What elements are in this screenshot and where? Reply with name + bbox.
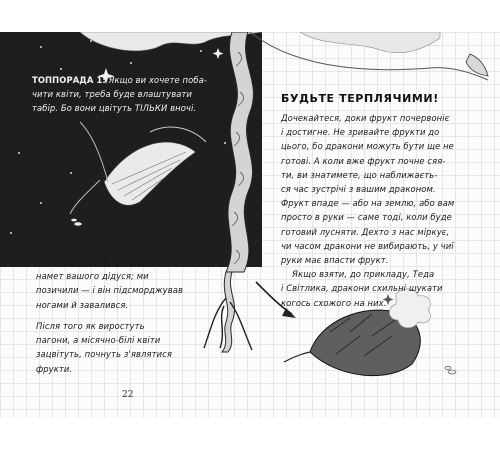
tip-2-text <box>36 255 211 312</box>
sparkle-icon <box>213 48 224 59</box>
tip-1-line: Якщо ви хочете поба- <box>105 75 207 85</box>
tip-1-label: ТОППОРАДА 1: <box>32 75 106 85</box>
book-spread <box>0 32 500 418</box>
bug-icon <box>445 366 456 374</box>
feather-flower-illustration <box>70 122 206 214</box>
main-line: ти, ви знатимете, що наближаєть- <box>281 169 438 180</box>
main-paragraph <box>281 111 481 310</box>
tip-2-line: намет вашого дідуся; ми <box>36 271 149 282</box>
main-line: Фрукт впаде — або на землю, або вам <box>281 198 455 209</box>
main-line: і Світлика, дракони схильні шукати <box>281 283 443 294</box>
sprouts-line: зацвітуть, почнуть з'являтися <box>36 349 172 360</box>
main-line: готовий лусняти. Дехто з нас міркує, <box>281 226 450 237</box>
main-line: когось схожого на них. <box>281 297 387 308</box>
sprouts-line: Після того як виростуть <box>36 321 145 331</box>
tip-1-line: табір. Бо вони цвітуть ТІЛЬКИ вночі. <box>32 103 197 114</box>
main-line: просто в руки — саме тоді, коли буде <box>281 212 452 223</box>
sprouts-line: фрукти. <box>36 363 73 374</box>
tip-2-line: ногами й завалився. <box>36 299 129 310</box>
cloud-illustration <box>300 32 440 53</box>
main-line: чи часом дракони не вибирають, у чиї <box>281 240 454 251</box>
tip-1-line: чити квіти, треба буде влаштувати <box>32 89 192 100</box>
sprouts-line: пагони, а місячно-білі квіти <box>36 335 161 346</box>
main-line: Якщо взяти, до прикладу, Тедa <box>281 269 435 280</box>
page-number: 22 <box>122 390 134 400</box>
moon-icon <box>155 44 168 70</box>
tip-1-text <box>32 73 237 116</box>
tip-2-line: Не позичайте <box>109 257 174 267</box>
tip-2-line: позичили — і він підсморджував <box>36 285 184 296</box>
main-line: руки має впасти фрукт. <box>281 255 389 266</box>
bug-icon <box>71 218 82 226</box>
tip-2-label: ТОППОРАДА 2: <box>36 257 110 267</box>
section-heading: БУДЬТЕ ТЕРПЛЯЧИМИ! <box>281 92 439 105</box>
sprouts-paragraph <box>36 319 216 376</box>
main-line: ся час зустрічі з вашим драконом. <box>281 184 436 195</box>
main-line: і достигне. Не зривайте фрукти до <box>281 127 440 138</box>
main-line: цього, бо дракони можуть бути ще не <box>281 141 454 152</box>
main-line: Дочекайтеся, доки фрукт почервоніє <box>281 113 450 123</box>
main-line: готові. А коли вже фрукт почне сяя- <box>281 155 446 166</box>
